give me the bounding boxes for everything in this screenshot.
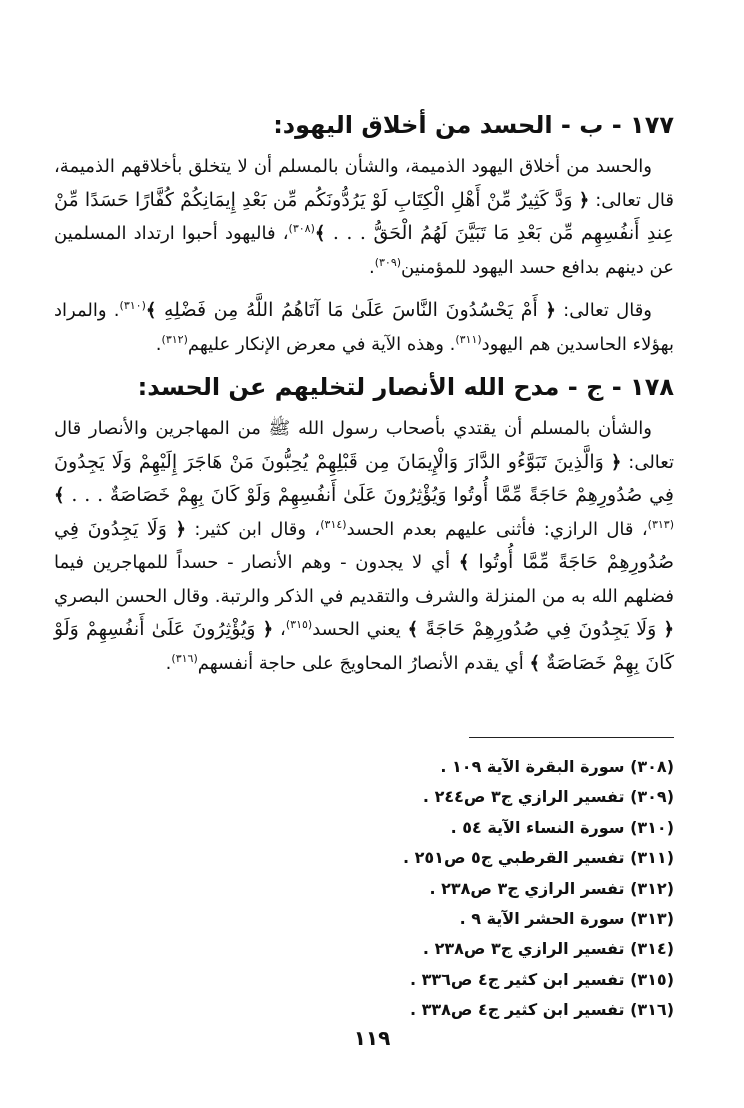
quran-open-bracket: ﴿ [610,451,622,473]
paragraph-text: . والمراد بهؤلاء الحاسدين هم اليهود [54,300,674,355]
quran-verse-excerpt: وَلَا يَجِدُونَ فِي صُدُورِهِمْ حَاجَةً مِّمَّا أُوتُوا [54,517,674,573]
paragraph-text: يعني الحسد [312,619,408,640]
quran-close-bracket: ﴾ [54,485,65,506]
quran-open-bracket: ﴿ [545,300,556,321]
paragraph-text: والحسد من أخلاق اليهود الذميمة، والشأن بالمسلم أن لا يتخلق بأخلاقهم الذميمة، قال تعالى: [54,156,675,211]
footnote-ref-316[interactable]: (٣١٦) [171,651,198,665]
footnote-ref-311[interactable]: (٣١١) [455,332,482,346]
footnote-312: (٣١٢) تفسر الرازي ج٣ ص٢٣٨ . [429,878,674,898]
footnote-311: (٣١١) تفسير القرطبي ج٥ ص٢٥١ . [402,848,674,868]
quran-close-bracket: ﴾ [314,223,326,244]
paragraph-nisa-verse [54,294,674,361]
quran-close-bracket: ﴾ [145,300,157,321]
footnote-309: (٣٠٩) تفسير الرازي ج٣ ص٢٤٤ . [422,787,674,807]
footnote-308: (٣٠٨) سورة البقرة الآية ١٠٩ . [440,757,674,776]
quran-close-bracket: ﴾ [529,652,541,674]
footnote-310: (٣١٠) سورة النساء الآية ٥٤ . [450,817,674,837]
section-heading-177: ١٧٧ - ب - الحسد من أخلاق اليهود: [273,111,674,139]
paragraph-text: . [368,256,375,278]
footnote-divider [469,737,674,738]
paragraph-text: ، وقال ابن كثير: [186,518,321,540]
page-number: ١١٩ [353,1026,391,1050]
paragraph-text: . [165,652,172,674]
footnote-ref-312[interactable]: (٣١٢) [161,332,188,346]
footnote-314: (٣١٤) تفسير الرازي ج٣ ص٢٣٨ . [422,939,674,959]
quran-open-bracket: ﴿ [663,619,674,640]
quran-verse-hashr-9: وَالَّذِينَ تَبَوَّءُو الدَّارَ وَالْإِيمَانَ مِن قَبْلِهِمْ يُحِبُّونَ مَنْ هَاجَرَ إِلَيْهِمْ وَلَا يَجِدُونَ فِي صُدُورِهِمْ حَاجَةً مِّمَّا أُوتُوا وَيُؤْثِرُونَ عَلَىٰ أَنفُسِهِمْ وَلَوْ كَانَ بِهِمْ خَصَاصَةٌ . . . [54,450,674,506]
footnote-list [54,752,674,1026]
paragraph-text: ، قال الرازي: فأثنى عليهم بعدم الحسد [346,518,648,540]
paragraph-text: أي يقدم الأنصارُ المحاويجَ على حاجة أنفسهم [197,652,530,674]
footnote-ref-310[interactable]: (٣١٠) [119,299,146,312]
paragraph-text: أي لا يجدون - وهم الأنصار - حسداً للمهاجرين فيما فضلهم الله به من المنزلة والشرف والتقديم في الذكر والرتبة. وقال الحسن البصري [54,552,674,607]
paragraph-ansar-praise [54,412,674,680]
quran-verse-baqara-109: وَدَّ كَثِيرٌ مِّنْ أَهْلِ الْكِتَابِ لَوْ يَرُدُّونَكُم مِّن بَعْدِ إِيمَانِكُمْ كُفَّارًا حَسَدًا مِّنْ عِندِ أَنفُسِهِم مِّن بَعْدِ مَا تَبَيَّنَ لَهُمُ الْحَقُّ . . . [54,188,674,244]
footnote-ref-308[interactable]: (٣٠٨) [288,222,315,235]
paragraph-text: . [155,333,162,355]
footnote-ref-314[interactable]: (٣١٤) [320,517,347,531]
footnote-ref-313[interactable]: (٣١٣) [647,517,674,531]
footnote-316: (٣١٦) تفسير ابن كثير ج٤ ص٣٣٨ . [409,1000,674,1020]
footnote-313: (٣١٣) سورة الحشر الآية ٩ . [459,908,674,928]
footnote-315: (٣١٥) تفسير ابن كثير ج٤ ص٣٣٦ . [409,969,674,989]
paragraph-envy-of-jews [54,150,674,284]
paragraph-text: ، فاليهود أحبوا ارتداد المسلمين عن دينهم بدافع حسد اليهود للمؤمنين [54,223,674,278]
paragraph-text: والشأن بالمسلم أن يقتدي بأصحاب رسول الله ﷺ من المهاجرين والأنصار قال تعالى: [54,418,674,473]
quran-open-bracket: ﴿ [262,619,274,640]
footnote-ref-315[interactable]: (٣١٥) [285,618,313,631]
footnote-ref-309[interactable]: (٣٠٩) [374,255,402,269]
section-heading-178: ١٧٨ - ج - مدح الله الأنصار لتخليهم عن الحسد: [137,373,674,401]
quran-verse-excerpt: وَيُؤْثِرُونَ عَلَىٰ أَنفُسِهِمْ وَلَوْ كَانَ بِهِمْ خَصَاصَةٌ [54,618,674,674]
quran-close-bracket: ﴾ [458,552,470,573]
quran-verse-excerpt: وَلَا يَجِدُونَ فِي صُدُورِهِمْ حَاجَةً [418,618,664,640]
paragraph-text: ، [273,619,286,640]
quran-verse-nisa-54: أَمْ يَحْسُدُونَ النَّاسَ عَلَىٰ مَا آتَاهُمُ اللَّهُ مِن فَضْلِهِ [156,299,546,321]
quran-open-bracket: ﴿ [175,518,187,540]
paragraph-text: وقال تعالى: [555,300,652,321]
quran-close-bracket: ﴾ [407,619,419,640]
paragraph-text: . وهذه الآية في معرض الإنكار عليهم [187,333,456,355]
quran-open-bracket: ﴿ [578,189,590,211]
